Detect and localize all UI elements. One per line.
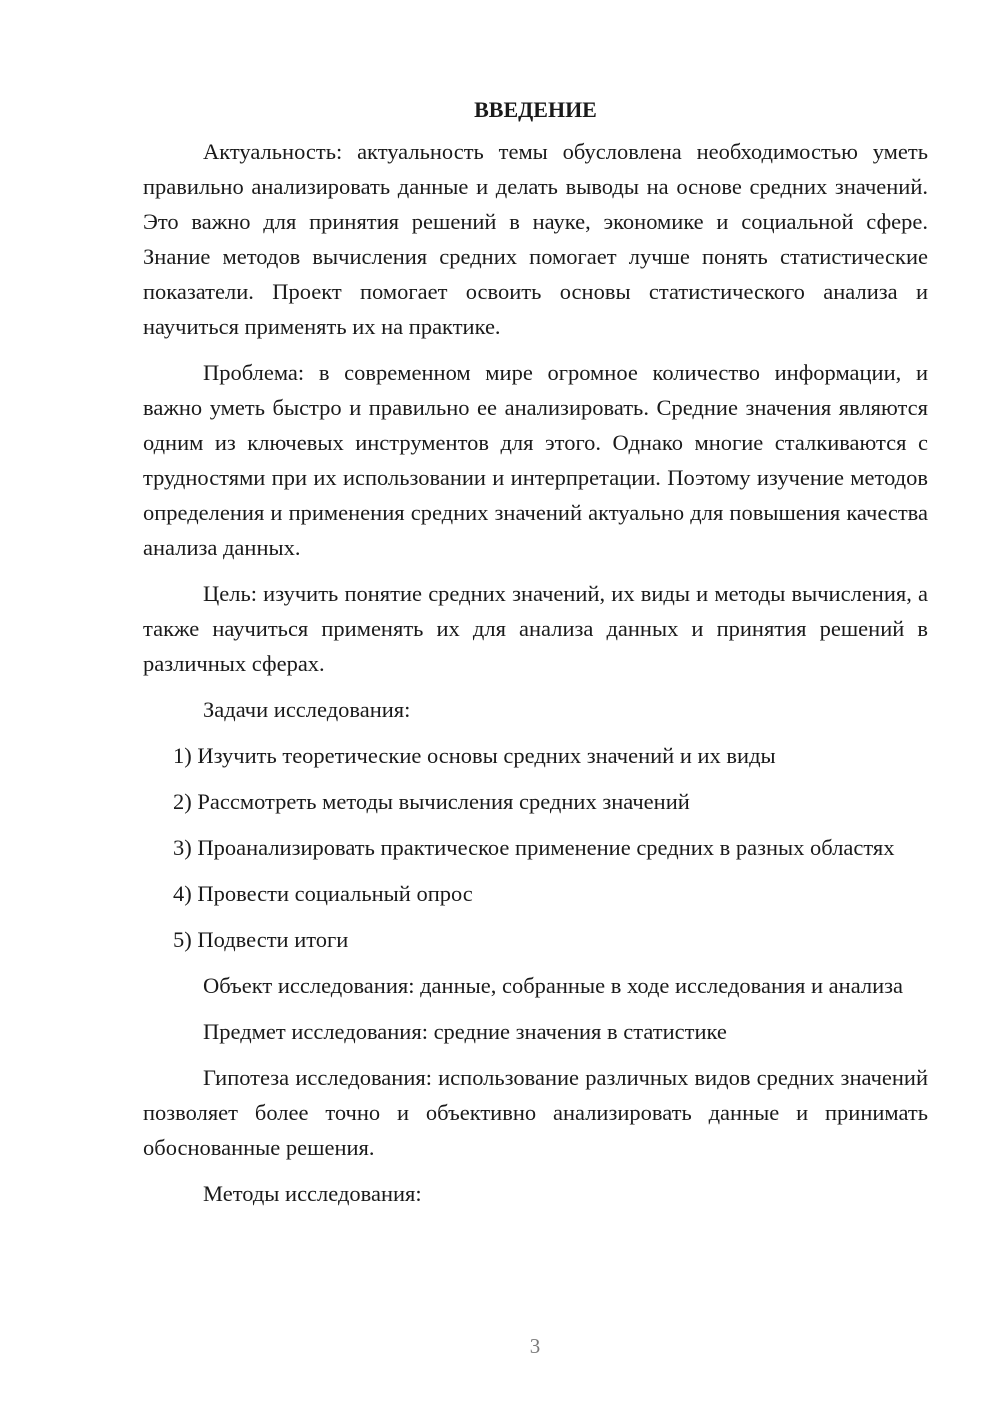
paragraph-relevance: Актуальность: актуальность темы обусловлена необходимостью уметь правильно анализировать данные и делать выводы на основе средних значений. Это важно для принятия решений в науке, экономике и социальной сфере. Знание методов вычисления средних помогает лучше понять статистические показатели. Проект помогает освоить основы статистического анализа и научиться применять их на практике. (143, 139, 928, 339)
paragraph-hypothesis: Гипотеза исследования: использование различных видов средних значений позволяет более точно и объективно анализировать данные и принимать обоснованные решения. (143, 1065, 928, 1160)
page-number: 3 (529, 1334, 541, 1358)
paragraph-object: Объект исследования: данные, собранные в ходе исследования и анализа (203, 973, 904, 998)
paragraph-subject: Предмет исследования: средние значения в статистике (203, 1019, 727, 1044)
document-page (143, 92, 928, 1222)
task-item-1: 1) Изучить теоретические основы средних значений и их виды (173, 743, 776, 768)
task-item-5: 5) Подвести итоги (173, 927, 349, 952)
task-item-4: 4) Провести социальный опрос (173, 881, 473, 906)
document-title: ВВЕДЕНИЕ (474, 97, 597, 122)
task-item-2: 2) Рассмотреть методы вычисления средних значений (173, 789, 690, 814)
task-item-3: 3) Проанализировать практическое применение средних в разных областях (173, 835, 895, 860)
methods-heading: Методы исследования: (203, 1181, 422, 1206)
tasks-heading: Задачи исследования: (203, 697, 411, 722)
paragraph-problem: Проблема: в современном мире огромное количество информации, и важно уметь быстро и правильно ее анализировать. Средние значения являются одним из ключевых инструментов для этого. Однако многие сталкиваются с трудностями при их использовании и интерпретации. Поэтому изучение методов определения и применения средних значений актуально для повышения качества анализа данных. (143, 360, 928, 560)
paragraph-goal: Цель: изучить понятие средних значений, их виды и методы вычисления, а также научиться применять их для анализа данных и принятия решений в различных сферах. (143, 581, 928, 676)
